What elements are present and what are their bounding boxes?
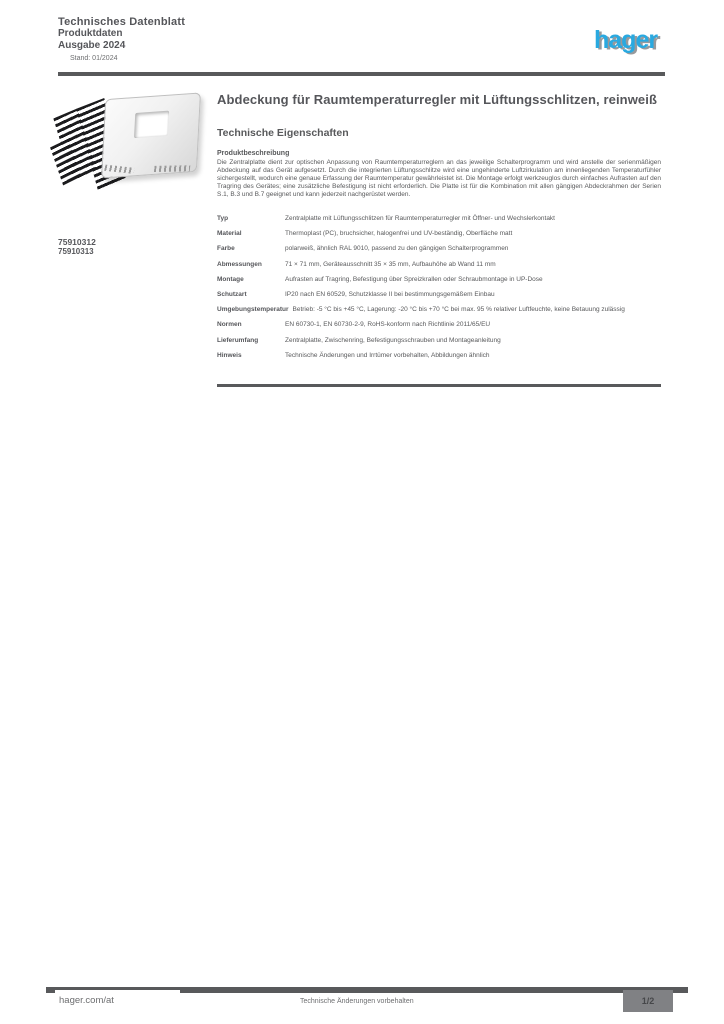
- article-ref-1: 75910312: [58, 237, 96, 247]
- spec-label: Material: [217, 230, 242, 238]
- website-box: [55, 990, 180, 1013]
- hager-logo: hager: [594, 26, 658, 54]
- vent-slots: [154, 165, 190, 172]
- footer-note: Technische Änderungen vorbehalten: [300, 998, 414, 1005]
- spec-row: [217, 230, 661, 238]
- doc-title-line3: Ausgabe 2024: [58, 40, 126, 51]
- spec-value: Zentralplatte mit Lüftungsschlitzen für Raumtemperaturregler mit Öffner- und Wechslerkontakt: [285, 215, 555, 222]
- spec-value: Zentralplatte, Zwischenring, Befestigungsschrauben und Montageanleitung: [285, 336, 501, 344]
- spec-label: Schutzart: [217, 290, 247, 298]
- spec-row: [217, 321, 661, 329]
- spec-row: [217, 352, 661, 360]
- spec-value: 71 × 71 mm, Geräteausschnitt 35 × 35 mm, Aufbauhöhe ab Wand 11 mm: [285, 260, 496, 268]
- doc-title-line1: Technisches Datenblatt: [58, 16, 186, 28]
- spec-label: Abmessungen: [217, 260, 262, 268]
- header-divider: [58, 72, 665, 76]
- specs-table: [217, 215, 661, 367]
- spec-value: Technische Änderungen und Irrtümer vorbehalten, Abbildungen ähnlich: [285, 351, 490, 359]
- product-description: Die Zentralplatte dient zur optischen Anpassung von Raumtemperaturreglern an das jeweilige Schalterprogramm und wird anstelle der serienmäßigen Abdeckung auf das Gerät aufgesetzt. Durch die integrierten Lüftungsschlitze wird eine ungehinderte Luftzirkulation am innenliegenden Temperaturfühler sichergestellt, wodurch eine genaue Erfassung der Raumtemperatur gewährleistet ist. Die Montage erfolgt werkzeuglos durch einfaches Aufrasten auf den Tragring des Gerätes; eine zusätzliche Befestigung ist nicht erforderlich. Die Platte ist für die Kombination mit allen gängigen Abdeckrahmen der Serien S.1, B.3 und B.7 geeignet und kann jederzeit nachgerüstet werden.: [217, 159, 661, 199]
- spec-label: Umgebungstemperatur: [217, 306, 289, 314]
- page-indicator-box: [623, 990, 673, 1012]
- doc-title-line4: Stand: 01/2024: [70, 55, 118, 62]
- page-number: 1/2: [641, 996, 655, 1006]
- section-subheading: Technische Eigenschaften: [217, 127, 349, 139]
- spec-row: [217, 261, 661, 269]
- spec-row: [217, 245, 661, 253]
- description-label: Produktbeschreibung: [217, 150, 290, 157]
- table-bottom-rule: [217, 384, 661, 387]
- spec-row: [217, 215, 661, 223]
- website-link[interactable]: hager.com/at: [59, 995, 114, 1006]
- spec-value: Betrieb: -5 °C bis +45 °C, Lagerung: -20 °C bis +70 °C bei max. 95 % relativer Luftfeuchte, keine Betauung zulässig: [292, 306, 625, 314]
- spec-row: [217, 291, 661, 299]
- product-heading: Abdeckung für Raumtemperaturregler mit Lüftungsschlitzen, reinweiß: [217, 92, 657, 107]
- spec-label: Typ: [217, 215, 229, 222]
- spec-value: IP20 nach EN 60529, Schutzklasse II bei bestimmungsgemäßem Einbau: [285, 290, 495, 298]
- spec-value: polarweiß, ähnlich RAL 9010, passend zu den gängigen Schalterprogrammen: [285, 245, 509, 253]
- spec-value: Aufrasten auf Tragring, Befestigung über Spreizkrallen oder Schraubmontage in UP-Dose: [285, 275, 543, 283]
- spec-value: Thermoplast (PC), bruchsicher, halogenfrei und UV-beständig, Oberfläche matt: [285, 230, 513, 238]
- article-ref-2: 75910313: [58, 247, 94, 256]
- product-photo: [56, 90, 211, 200]
- spec-label: Montage: [217, 275, 244, 283]
- spec-row: [217, 276, 661, 284]
- spec-label: Normen: [217, 321, 242, 329]
- spec-value: EN 60730-1, EN 60730-2-9, RoHS-konform nach Richtlinie 2011/65/EU: [285, 321, 491, 329]
- cover-plate: [101, 92, 201, 178]
- vent-slots: [104, 165, 135, 174]
- spec-label: Lieferumfang: [217, 336, 259, 344]
- plate-cutout: [134, 111, 169, 139]
- spec-row: [217, 306, 661, 314]
- spec-label: Farbe: [217, 245, 235, 253]
- spec-label: Hinweis: [217, 351, 242, 359]
- spec-row: [217, 337, 661, 345]
- doc-title-line2: Produktdaten: [58, 28, 123, 39]
